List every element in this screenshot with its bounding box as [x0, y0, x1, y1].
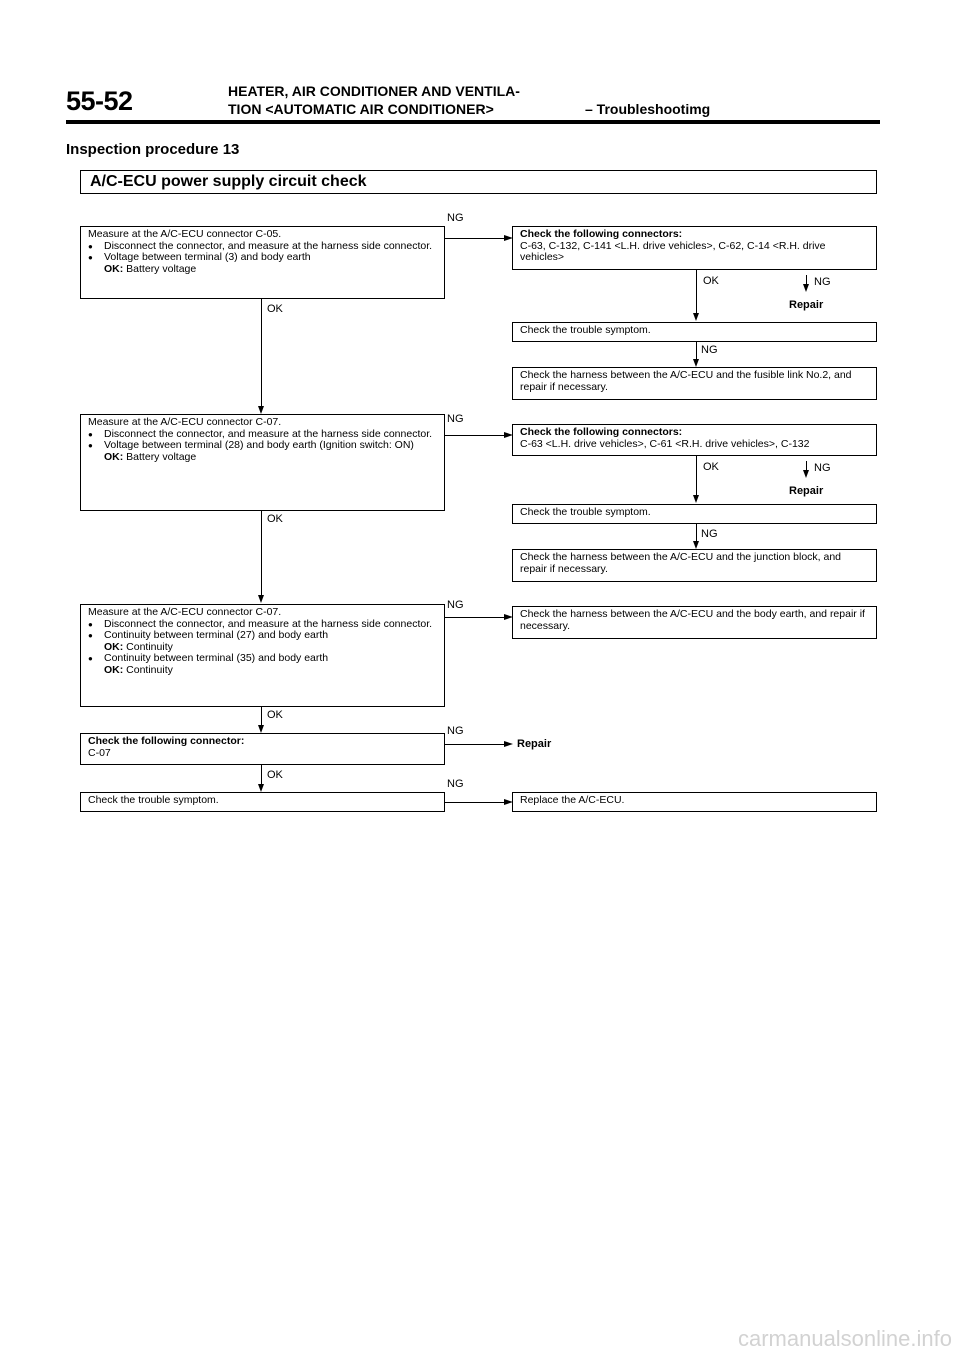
r2-ok-label: OK: [703, 461, 719, 473]
r2-ng-label: NG: [814, 462, 831, 474]
step3-box: [80, 604, 445, 707]
r5-box: [512, 792, 877, 812]
step1-line: Measure at the A/C-ECU connector C-05.: [88, 228, 282, 240]
r2-symptom-ng-arrow: [693, 541, 699, 549]
ng-line-2: [445, 435, 505, 436]
step2-bullet2: ● Voltage between terminal (28) and body earth (Ignition switch: ON): [88, 440, 437, 452]
header-section: – Troubleshootimg: [585, 101, 711, 117]
r1-ok-label: OK: [703, 275, 719, 287]
step3-line: Measure at the A/C-ECU connector C-07.: [88, 606, 282, 618]
r3-text: Check the harness between the A/C-ECU and the body earth, and repair if necessary.: [520, 608, 865, 632]
step5-text: Check the trouble symptom.: [88, 794, 219, 806]
r3-box: [512, 606, 877, 639]
r1-symptom: Check the trouble symptom.: [520, 324, 651, 336]
r1-symptom-ng-arrow: [693, 359, 699, 367]
ok-label-2: OK: [267, 513, 283, 525]
ng-line-1: [445, 238, 505, 239]
page-number: 55-52: [66, 86, 133, 116]
header-rule: [66, 120, 880, 124]
step4-repair: Repair: [517, 738, 552, 750]
step2-box: [80, 414, 445, 511]
r5-text: Replace the A/C-ECU.: [520, 794, 625, 806]
ng-label-1: NG: [447, 212, 464, 224]
ng-label-2: NG: [447, 413, 464, 425]
header-title-line1: HEATER, AIR CONDITIONER AND VENTILA-: [228, 83, 520, 99]
ng-line-3: [445, 617, 505, 618]
ng-label-4: NG: [447, 725, 464, 737]
procedure-title-box: [80, 170, 877, 194]
step1-bullet2: ● Voltage between terminal (3) and body earth: [88, 252, 437, 264]
ok-arrow-3: [258, 725, 264, 733]
step4-box: [80, 733, 445, 765]
r1-harness: Check the harness between the A/C-ECU and the fusible link No.2, and repair if necessary.: [520, 369, 852, 393]
r2-ok-arrow: [693, 495, 699, 503]
r2-repair: Repair: [789, 485, 824, 497]
r2-symptom-box: [512, 504, 877, 524]
procedure-title: A/C-ECU power supply circuit check: [90, 173, 367, 190]
step4-title: Check the following connector:: [88, 735, 245, 747]
r1-ok-arrow: [693, 313, 699, 321]
r2-harness-box: [512, 549, 877, 582]
step1-ok: OK: Battery voltage: [104, 262, 197, 275]
r2-title: Check the following connectors:: [520, 426, 683, 438]
r1-symptom-ng-label: NG: [701, 344, 718, 356]
ng-line-5: [445, 802, 505, 803]
r2-symptom-ng-label: NG: [701, 528, 718, 540]
r2-box: [512, 424, 877, 456]
ok-line-1: [261, 299, 262, 411]
r2-symptom: Check the trouble symptom.: [520, 506, 651, 518]
ok-line-2: [261, 511, 262, 600]
step2-line: Measure at the A/C-ECU connector C-07.: [88, 416, 282, 428]
ok-label-4: OK: [267, 769, 283, 781]
arrow-right-4: [504, 741, 513, 747]
r1-box: [512, 226, 877, 270]
ok-arrow-4: [258, 784, 264, 792]
ok-label-1: OK: [267, 303, 283, 315]
r2-harness: Check the harness between the A/C-ECU and the junction block, and repair if necessary.: [520, 551, 842, 575]
ng-label-3: NG: [447, 599, 464, 611]
step2-ok: OK: Battery voltage: [104, 450, 197, 463]
header-title-line2: TION <AUTOMATIC AIR CONDITIONER>: [228, 101, 494, 117]
r1-title: Check the following connectors:: [520, 228, 683, 240]
r1-ok-line: [696, 270, 697, 318]
ok-arrow-1: [258, 406, 264, 414]
ok-arrow-2: [258, 595, 264, 603]
step1-box: [80, 226, 445, 299]
step3-bullet1: ● Disconnect the connector, and measure at the harness side connector.: [88, 619, 437, 631]
step3-ok2: OK: Continuity: [104, 663, 173, 676]
procedure-heading: Inspection procedure 13: [66, 141, 240, 158]
step5-box: [80, 792, 445, 812]
r1-text: C-63, C-132, C-141 <L.H. drive vehicles>, C-62, C-14 <R.H. drive vehicles>: [520, 239, 826, 264]
r1-symptom-box: [512, 322, 877, 342]
r1-repair: Repair: [789, 299, 824, 311]
r1-ng-label: NG: [814, 276, 831, 288]
step1-bullet1: ● Disconnect the connector, and measure at the harness side connector.: [88, 241, 437, 253]
step3-bullet3: ● Continuity between terminal (35) and body earth: [88, 653, 437, 665]
step2-bullet1: ● Disconnect the connector, and measure at the harness side connector.: [88, 429, 437, 441]
r1-harness-box: [512, 367, 877, 400]
step3-ok1: OK: Continuity: [104, 640, 173, 653]
r2-text: C-63 <L.H. drive vehicles>, C-61 <R.H. drive vehicles>, C-132: [520, 437, 810, 450]
ok-label-3: OK: [267, 709, 283, 721]
step4-text: C-07: [88, 746, 111, 759]
footer-watermark: carmanualsonline.info: [737, 1326, 952, 1351]
ng-line-4: [445, 744, 505, 745]
step3-bullet2: ● Continuity between terminal (27) and body earth: [88, 630, 437, 642]
r1-ng-arrow: [803, 284, 809, 292]
r2-ok-line: [696, 456, 697, 500]
r2-ng-arrow: [803, 470, 809, 478]
ng-label-5: NG: [447, 778, 464, 790]
